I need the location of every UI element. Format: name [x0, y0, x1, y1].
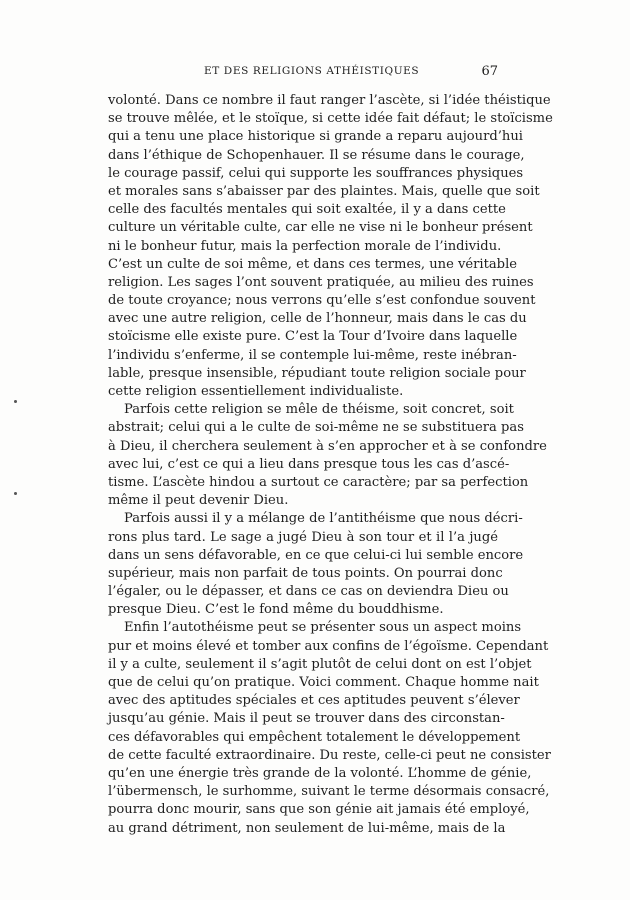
text-line: dans un sens défavorable, en ce que celui-ci lui semble encore	[108, 547, 524, 563]
paragraph-start-line: Enfin l’autothéisme peut se présenter sous un aspect moins	[124, 620, 522, 636]
text-line: jusqu’au génie. Mais il peut se trouver dans des circonstan-	[108, 711, 505, 727]
text-line: avec des aptitudes spéciales et ces aptitudes peuvent s’élever	[108, 693, 520, 709]
text-line: celle des facultés mentales qui soit exaltée, il y a dans cette	[108, 202, 506, 218]
text-line: ces défavorables qui empêchent totalement le développement	[108, 729, 521, 745]
text-line: qu’en une énergie très grande de la volonté. L’homme de génie,	[108, 765, 532, 781]
text-line: C’est un culte de soi même, et dans ces termes, une véritable	[108, 256, 518, 272]
paragraph-start-line: Parfois aussi il y a mélange de l’antithéisme que nous décri-	[124, 511, 523, 527]
text-line: de cette faculté extraordinaire. Du reste, celle-ci peut ne consister	[108, 747, 551, 763]
text-line: dans l’éthique de Schopenhauer. Il se résume dans le courage,	[108, 147, 525, 163]
text-line: au grand détriment, non seulement de lui-même, mais de la	[108, 820, 506, 836]
text-line: l’égaler, ou le dépasser, et dans ce cas on deviendra Dieu ou	[108, 584, 509, 600]
text-line: se trouve mêlée, et le stoïque, si cette idée fait défaut; le stoïcisme	[108, 111, 553, 127]
body-text	[108, 92, 553, 838]
text-line: et morales sans s’abaisser par des plaintes. Mais, quelle que soit	[108, 183, 540, 199]
text-line: religion. Les sages l’ont souvent pratiquée, au milieu des ruines	[108, 274, 534, 290]
text-line: pourra donc mourir, sans que son génie ait jamais été employé,	[108, 802, 530, 818]
text-line: rons plus tard. Le sage a jugé Dieu à son tour et il l’a jugé	[108, 529, 498, 545]
paragraph-end-line: presque Dieu. C’est le fond même du bouddhisme.	[108, 602, 444, 618]
paragraph-end-line: cette religion essentiellement individualiste.	[108, 384, 404, 399]
text-line: de toute croyance; nous verrons qu’elle s’est confondue souvent	[108, 293, 536, 309]
text-line: pur et moins élevé et tomber aux confins de l’égoïsme. Cependant	[108, 638, 549, 654]
margin-speck	[14, 400, 17, 403]
text-line: à Dieu, il cherchera seulement à s’en approcher et à se confondre	[108, 438, 547, 454]
paragraph-start-line: Parfois cette religion se mêle de théisme, soit concret, soit	[124, 402, 514, 418]
text-line: avec une autre religion, celle de l’honneur, mais dans le cas du	[108, 311, 527, 327]
text-line: ni le bonheur futur, mais la perfection morale de l’individu.	[108, 238, 502, 254]
text-line: il y a culte, seulement il s’agit plutôt de celui dont on est l’objet	[108, 656, 532, 672]
paragraph-end-line: même il peut devenir Dieu.	[108, 493, 289, 509]
text-line: volonté. Dans ce nombre il faut ranger l’ascète, si l’idée théistique	[108, 93, 551, 108]
running-head	[108, 65, 498, 83]
page-number: 67	[481, 64, 498, 79]
text-line: lable, presque insensible, répudiant toute religion sociale pour	[108, 365, 526, 381]
text-line: supérieur, mais non parfait de tous points. On pourrai donc	[108, 565, 503, 581]
text-line: stoïcisme elle existe pure. C’est la Tour d’Ivoire dans laquelle	[108, 329, 518, 345]
text-line: le courage passif, celui qui supporte les souffrances physiques	[108, 165, 524, 181]
text-line: l’individu s’enferme, il se contemple lui-même, reste inébran-	[108, 347, 517, 363]
text-line: avec lui, c’est ce qui a lieu dans presque tous les cas d’ascé-	[108, 456, 510, 472]
text-line: qui a tenu une place historique si grande a reparu aujourd’hui	[108, 129, 523, 145]
text-line: l’übermensch, le surhomme, suivant le terme désormais consacré,	[108, 784, 550, 800]
text-line: tisme. L’ascète hindou a surtout ce caractère; par sa perfection	[108, 474, 529, 490]
margin-speck	[14, 492, 17, 495]
text-line: culture un véritable culte, car elle ne vise ni le bonheur présent	[108, 220, 533, 236]
text-line: abstrait; celui qui a le culte de soi-même ne se substituera pas	[108, 420, 524, 436]
text-line: que de celui qu’on pratique. Voici comment. Chaque homme nait	[108, 675, 539, 690]
running-title: ET DES RELIGIONS ATHÉISTIQUES	[204, 65, 420, 77]
